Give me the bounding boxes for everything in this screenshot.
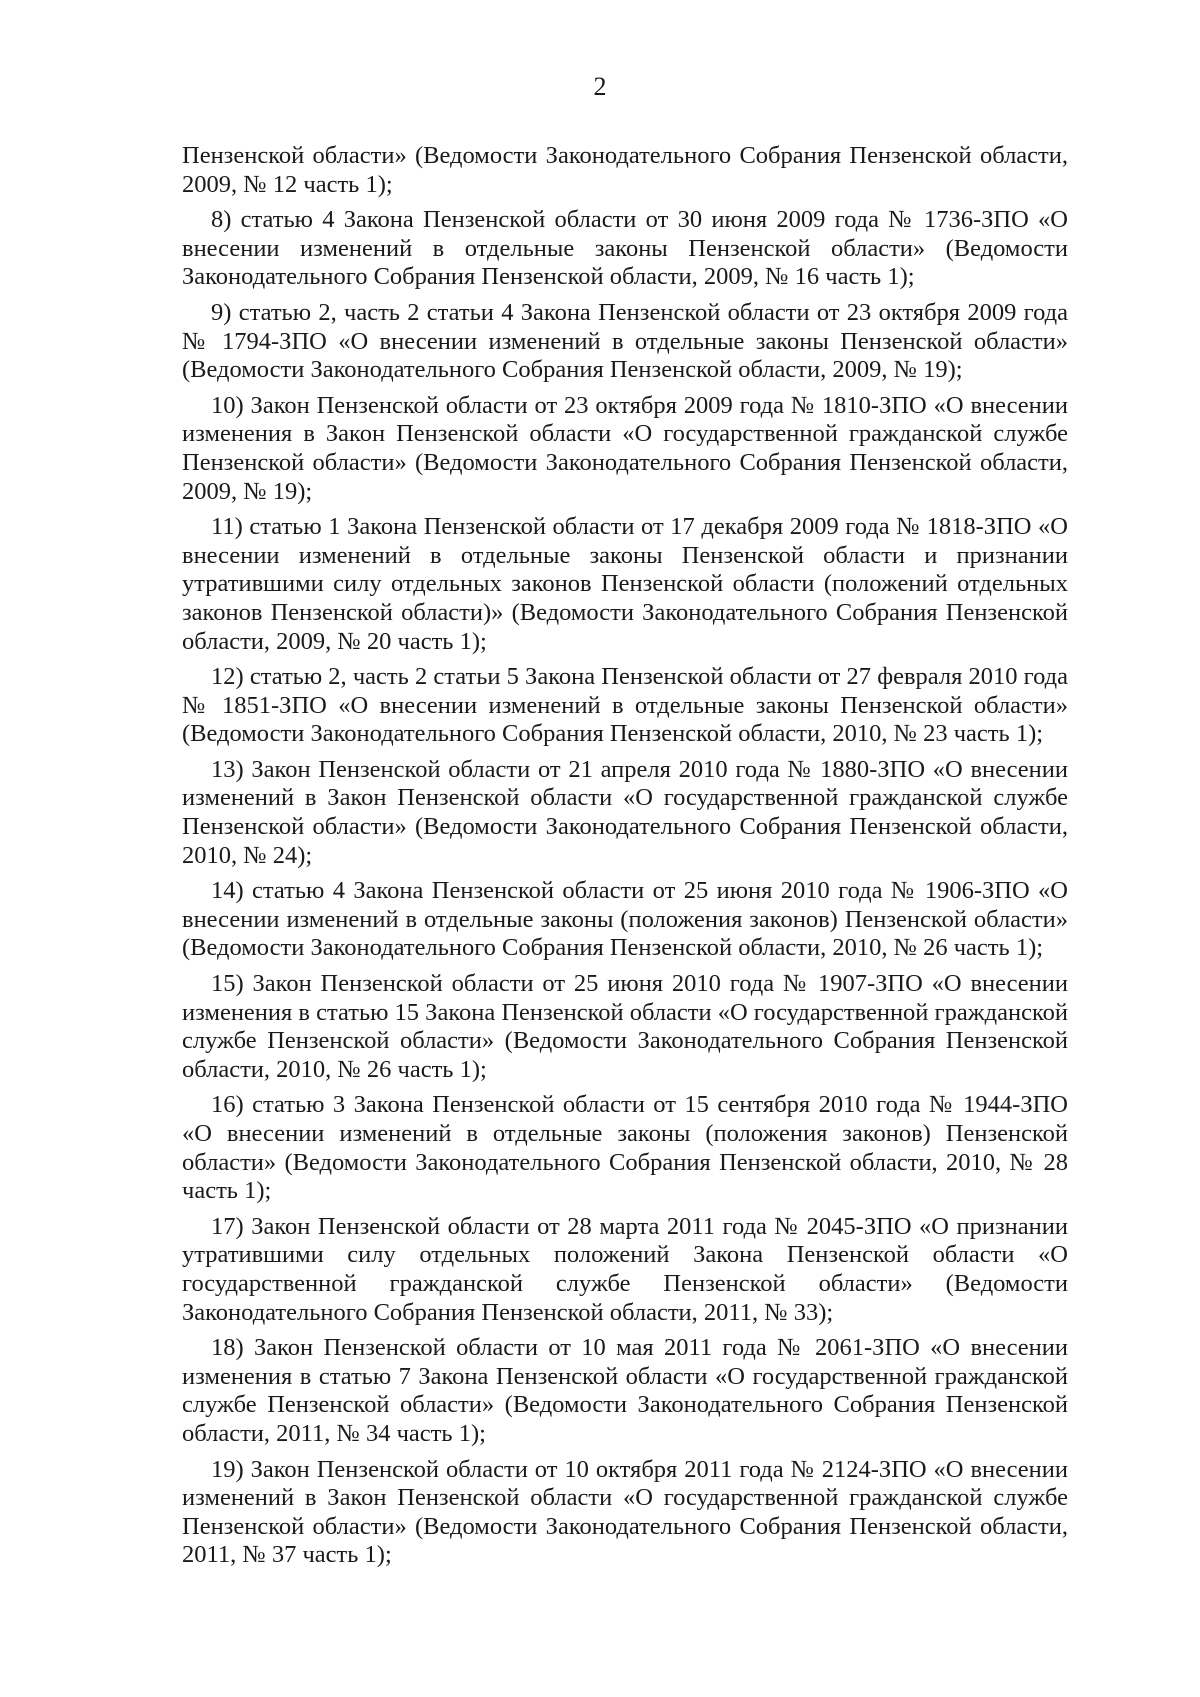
- list-item-19: 19) Закон Пензенской области от 10 октября 2011 года № 2124-ЗПО «О внесении изменений в Закон Пензенской области «О государственной гражданской службе Пензенской области» (Ведомости Законодательного Собрания Пензенской области, 2011, № 37 часть 1);: [182, 1455, 1068, 1569]
- document-body: [182, 142, 1068, 1577]
- list-item-15: 15) Закон Пензенской области от 25 июня 2010 года № 1907-ЗПО «О внесении изменения в статью 15 Закона Пензенской области «О государственной гражданской службе Пензенской области» (Ведомости Законодательного Собрания Пензенской области, 2010, № 26 часть 1);: [182, 970, 1068, 1083]
- list-item-11: 11) статью 1 Закона Пензенской области от 17 декабря 2009 года № 1818-ЗПО «О внесении изменений в отдельные законы Пензенской области и признании утратившими силу отдельных законов Пензенской области (положений отдельных законов Пензенской области)» (Ведомости Законодательного Собрания Пензенской области, 2009, № 20 часть 1);: [182, 513, 1068, 655]
- list-item-10: 10) Закон Пензенской области от 23 октября 2009 года № 1810-ЗПО «О внесении изменения в Закон Пензенской области «О государственной гражданской службе Пензенской области» (Ведомости Законодательного Собрания Пензенской области, 2009, № 19);: [182, 391, 1068, 505]
- list-item-13: 13) Закон Пензенской области от 21 апреля 2010 года № 1880-ЗПО «О внесении изменений в Закон Пензенской области «О государственной гражданской службе Пензенской области» (Ведомости Законодательного Собрания Пензенской области, 2010, № 24);: [182, 755, 1068, 869]
- list-item-14: 14) статью 4 Закона Пензенской области от 25 июня 2010 года № 1906-ЗПО «О внесении изменений в отдельные законы (положения законов) Пензенской области» (Ведомости Законодательного Собрания Пензенской области, 2010, № 26 часть 1);: [182, 877, 1068, 962]
- list-item-12: 12) статью 2, часть 2 статьи 5 Закона Пензенской области от 27 февраля 2010 года № 1851-ЗПО «О внесении изменений в отдельные законы Пензенской области» (Ведомости Законодательного Собрания Пензенской области, 2010, № 23 часть 1);: [182, 663, 1068, 748]
- list-item-9: 9) статью 2, часть 2 статьи 4 Закона Пензенской области от 23 октября 2009 года № 1794-ЗПО «О внесении изменений в отдельные законы Пензенской области» (Ведомости Законодательного Собрания Пензенской области, 2009, № 19);: [182, 298, 1068, 384]
- page-number: 2: [593, 72, 607, 101]
- list-item-17: 17) Закон Пензенской области от 28 марта 2011 года № 2045-ЗПО «О признании утратившими силу отдельных положений Закона Пензенской области «О государственной гражданской службе Пензенской области» (Ведомости Законодательного Собрания Пензенской области, 2011, № 33);: [182, 1212, 1068, 1326]
- paragraph-continuation: Пензенской области» (Ведомости Законодательного Собрания Пензенской области, 2009, № 12 часть 1);: [182, 142, 1068, 198]
- list-item-8: 8) статью 4 Закона Пензенской области от 30 июня 2009 года № 1736-ЗПО «О внесении изменений в отдельные законы Пензенской области» (Ведомости Законодательного Собрания Пензенской области, 2009, № 16 часть 1);: [182, 206, 1068, 291]
- list-item-16: 16) статью 3 Закона Пензенской области от 15 сентября 2010 года № 1944-ЗПО «О внесении изменений в отдельные законы (положения законов) Пензенской области» (Ведомости Законодательного Собрания Пензенской области, 2010, № 28 часть 1);: [182, 1091, 1068, 1205]
- list-item-18: 18) Закон Пензенской области от 10 мая 2011 года № 2061-ЗПО «О внесении изменения в статью 7 Закона Пензенской области «О государственной гражданской службе Пензенской области» (Ведомости Законодательного Собрания Пензенской области, 2011, № 34 часть 1);: [182, 1334, 1068, 1447]
